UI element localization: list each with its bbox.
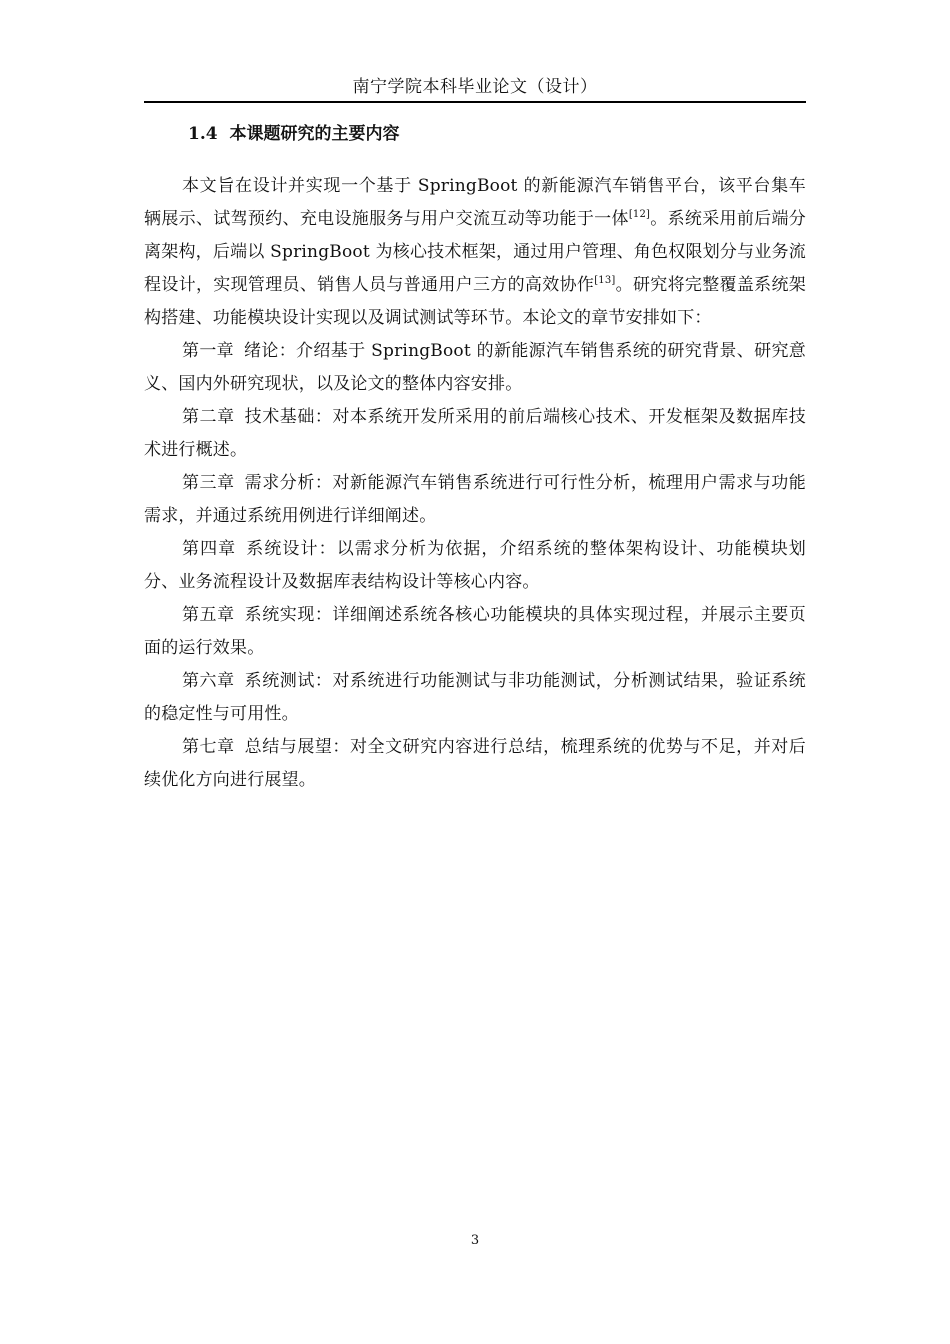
chapter-label: 第七章 xyxy=(182,737,235,757)
intro-text-3: 。研究将完整覆盖系统架构搭建、功能模块设计实现以及调试测试等环节。本论文的章节安排如下： xyxy=(144,275,806,328)
section-title: 本课题研究的主要内容 xyxy=(229,124,400,144)
chapter-item-5 xyxy=(144,599,806,665)
page-number: 3 xyxy=(470,1233,480,1248)
chapter-item-3 xyxy=(144,467,806,533)
intro-text-1: 本文旨在设计并实现一个基于 SpringBoot 的新能源汽车销售平台，该平台集车辆展示、试驾预约、充电设施服务与用户交流互动等功能于一体 xyxy=(144,176,806,229)
chapter-label: 第五章 xyxy=(182,605,235,625)
chapter-label: 第六章 xyxy=(182,671,235,691)
chapter-item-1 xyxy=(144,335,806,401)
chapter-description: 系统设计：以需求分析为依据，介绍系统的整体架构设计、功能模块划分、业务流程设计及数据库表结构设计等核心内容。 xyxy=(144,539,806,592)
section-heading xyxy=(188,118,806,150)
citation-13: [13] xyxy=(594,275,616,286)
chapter-item-7 xyxy=(144,731,806,797)
chapter-description: 系统实现：详细阐述系统各核心功能模块的具体实现过程，并展示主要页面的运行效果。 xyxy=(144,605,806,658)
chapter-description: 系统测试：对系统进行功能测试与非功能测试，分析测试结果，验证系统的稳定性与可用性。 xyxy=(144,671,806,724)
chapter-label: 第四章 xyxy=(182,539,237,559)
section-number: 1.4 xyxy=(188,124,218,144)
chapter-description: 总结与展望：对全文研究内容进行总结，梳理系统的优势与不足，并对后续优化方向进行展望。 xyxy=(144,737,806,790)
chapter-description: 技术基础：对本系统开发所采用的前后端核心技术、开发框架及数据库技术进行概述。 xyxy=(144,407,806,460)
chapter-item-6 xyxy=(144,665,806,731)
chapter-label: 第三章 xyxy=(182,473,235,493)
intro-text-2: 。系统采用前后端分离架构，后端以 SpringBoot 为核心技术框架，通过用户管理、角色权限划分与业务流程设计，实现管理员、销售人员与普通用户三方的高效协作 xyxy=(144,209,806,295)
chapter-label: 第二章 xyxy=(182,407,235,427)
page-body xyxy=(144,118,806,797)
chapter-label: 第一章 xyxy=(182,341,235,361)
citation-12: [12] xyxy=(628,209,651,220)
chapter-item-2 xyxy=(144,401,806,467)
chapter-description: 需求分析：对新能源汽车销售系统进行可行性分析，梳理用户需求与功能需求，并通过系统用例进行详细阐述。 xyxy=(144,473,806,526)
chapter-description: 绪论：介绍基于 SpringBoot 的新能源汽车销售系统的研究背景、研究意义、国内外研究现状，以及论文的整体内容安排。 xyxy=(144,341,806,394)
header-rule xyxy=(144,101,806,103)
running-header: 南宁学院本科毕业论文（设计） xyxy=(352,77,598,97)
intro-paragraph xyxy=(144,170,806,335)
chapter-item-4 xyxy=(144,533,806,599)
